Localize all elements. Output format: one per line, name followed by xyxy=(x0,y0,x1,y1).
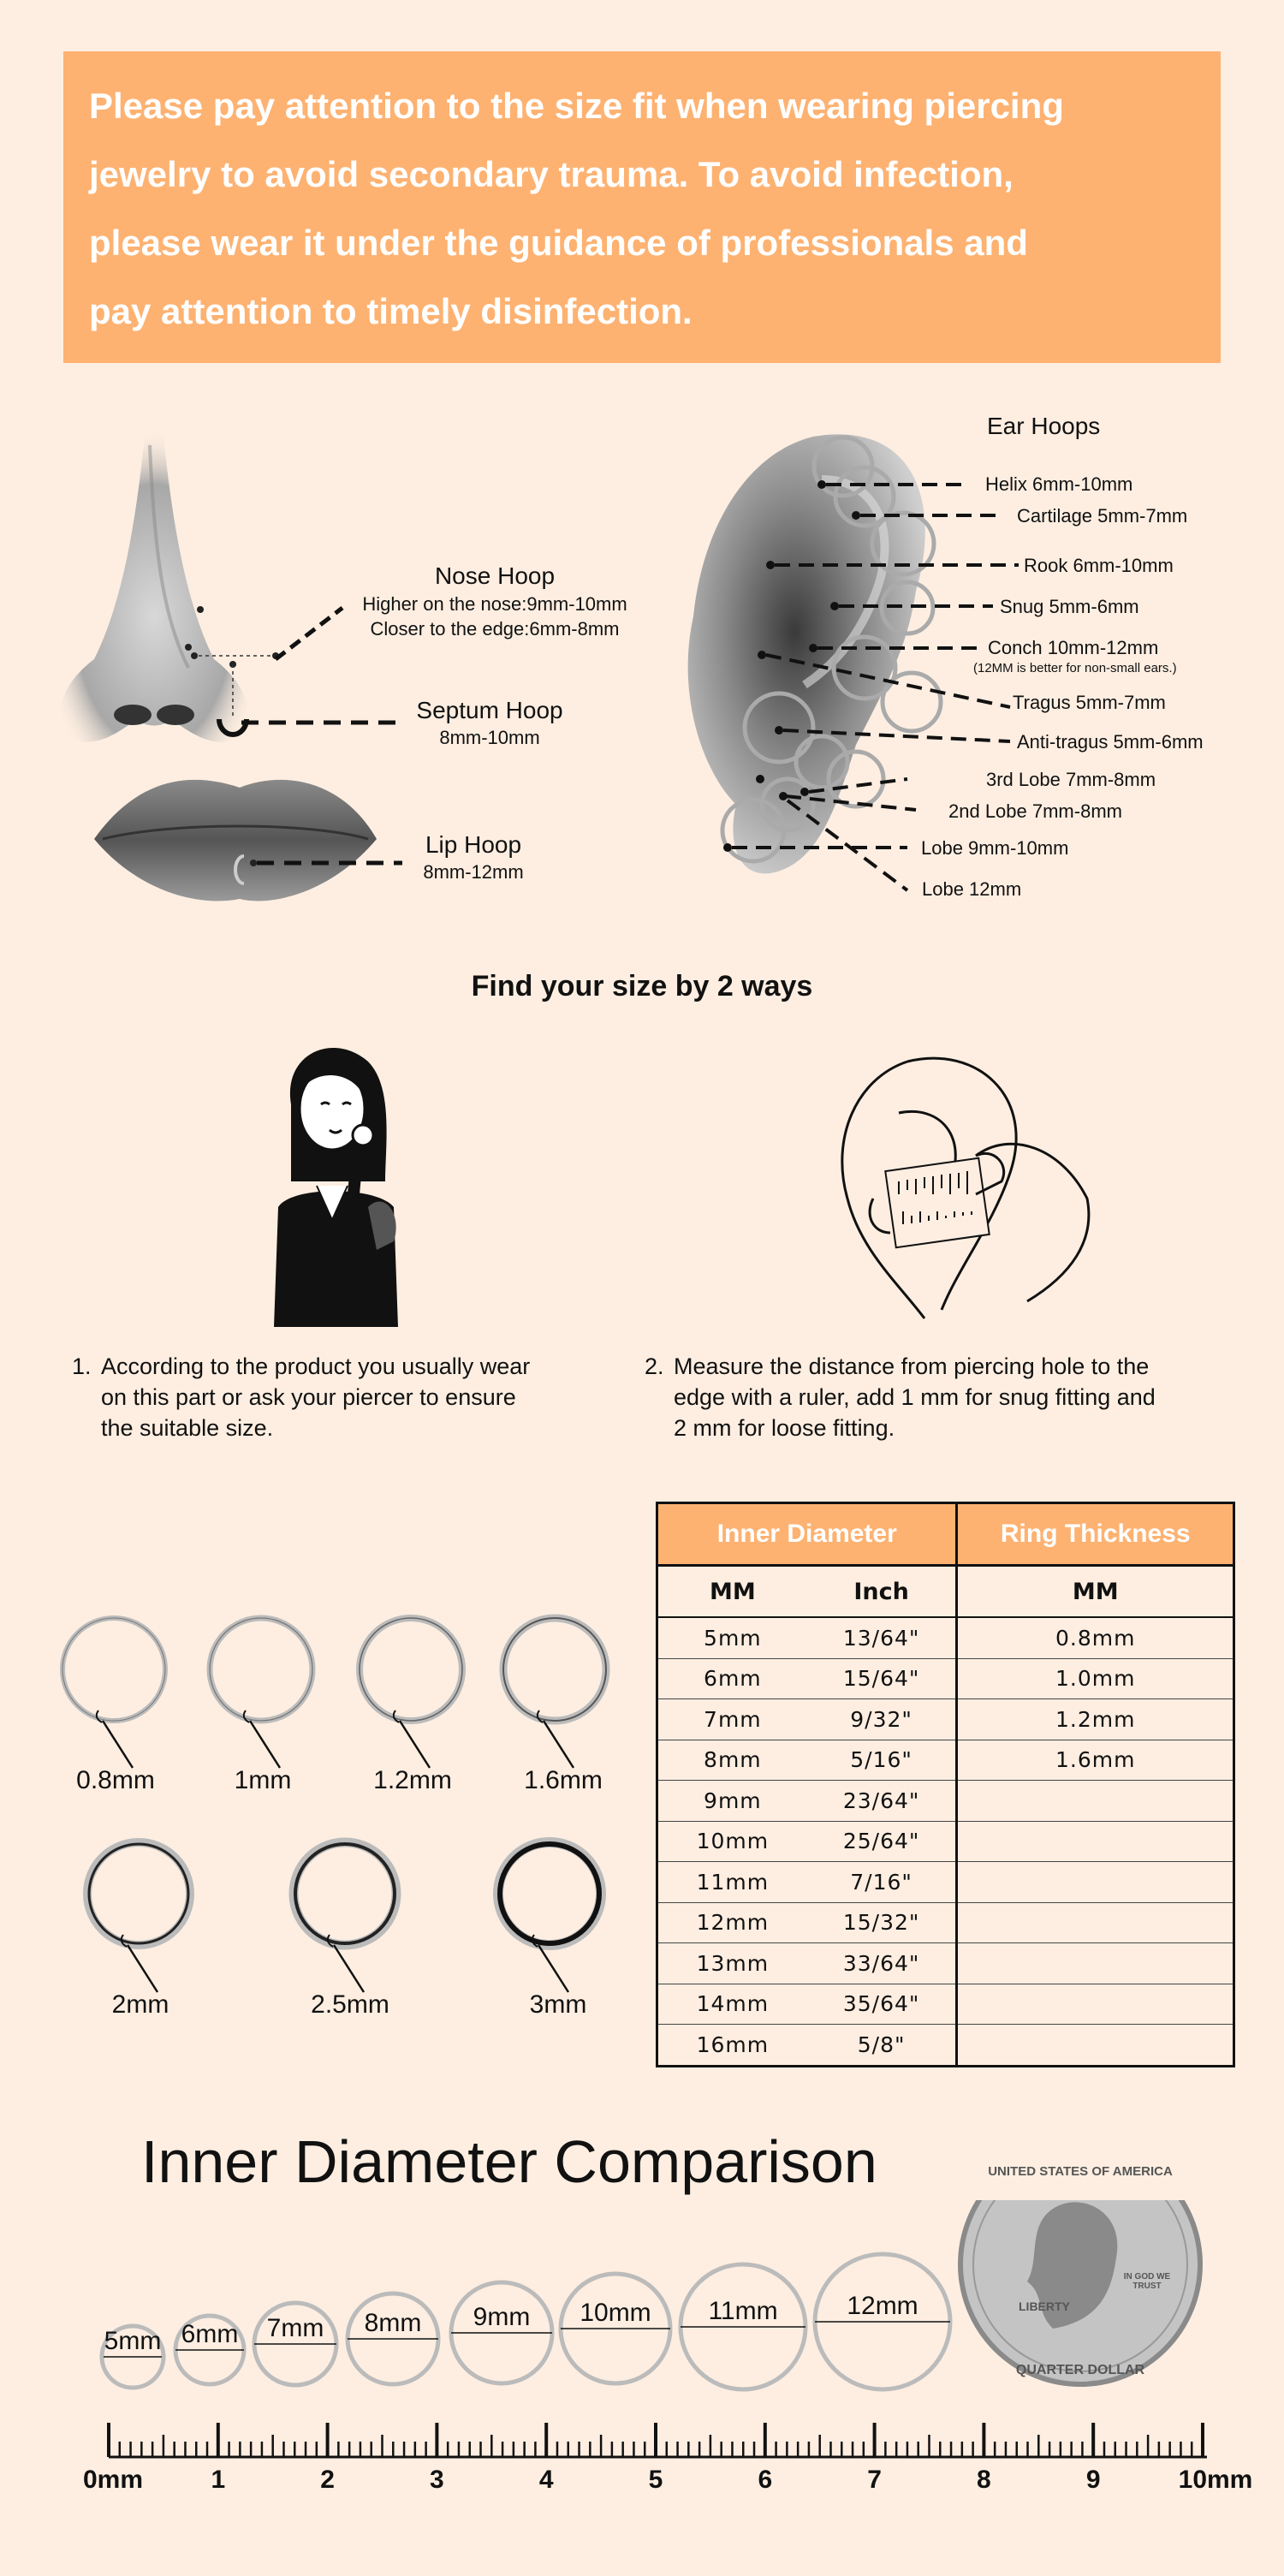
table-cell-thickness xyxy=(957,1943,1234,1984)
table-cell-inch: 9/32" xyxy=(807,1699,957,1740)
ring-1mm xyxy=(210,1618,312,1768)
table-subheader-thickness-mm: MM xyxy=(957,1566,1234,1618)
lip-hoop-title: Lip Hoop xyxy=(425,831,522,858)
size-table xyxy=(656,1502,1235,2067)
table-cell-thickness xyxy=(957,1821,1234,1862)
table-row xyxy=(657,2025,1234,2067)
table-subheader-mm: MM xyxy=(657,1566,807,1618)
table-subheader-inch: Inch xyxy=(807,1566,957,1618)
cmp-label-7mm: 7mm xyxy=(266,2314,324,2342)
cmp-ring-10mm xyxy=(561,2274,670,2383)
ruler-label: 7 xyxy=(867,2466,882,2494)
table-cell-thickness xyxy=(957,1902,1234,1943)
cmp-ring-12mm xyxy=(815,2254,950,2389)
table-header-ring-thickness: Ring Thickness xyxy=(957,1503,1234,1566)
cmp-label-9mm: 9mm xyxy=(473,2303,531,2331)
step-2-line: 2 mm for loose fitting. xyxy=(674,1415,895,1441)
table-cell-mm: 16mm xyxy=(657,2025,807,2067)
table-cell-mm: 12mm xyxy=(657,1902,807,1943)
cmp-label-5mm: 5mm xyxy=(104,2327,162,2355)
step-2-line: Measure the distance from piercing hole to the xyxy=(674,1353,1150,1379)
ring-label-2mm: 2mm xyxy=(111,1990,169,2019)
ring-thickness-illustration xyxy=(51,1592,633,2038)
ruler xyxy=(0,2414,1284,2466)
ring-label-3mm: 3mm xyxy=(529,1990,587,2019)
septum-hoop-title: Septum Hoop xyxy=(416,697,563,723)
woman-illustration xyxy=(257,1036,411,1327)
table-cell-thickness: 1.0mm xyxy=(957,1658,1234,1699)
table-cell-thickness xyxy=(957,1781,1234,1822)
table-cell-thickness xyxy=(957,1984,1234,2025)
ear-label-anti-tragus: Anti-tragus 5mm-6mm xyxy=(1017,731,1204,753)
step-1 xyxy=(72,1351,603,1443)
table-row xyxy=(657,1699,1234,1740)
table-cell-mm: 5mm xyxy=(657,1617,807,1658)
ruler-label: 4 xyxy=(538,2466,554,2494)
table-cell-mm: 14mm xyxy=(657,1984,807,2025)
ruler-label: 6 xyxy=(758,2466,773,2494)
ring-label-2-5mm: 2.5mm xyxy=(311,1990,389,2019)
ruler-label: 1 xyxy=(211,2466,226,2494)
ruler-label: 8 xyxy=(977,2466,991,2494)
table-cell-inch: 35/64" xyxy=(807,1984,957,2025)
ear-label-3rd-lobe: 3rd Lobe 7mm-8mm xyxy=(986,769,1156,790)
ring-3mm xyxy=(498,1842,601,1992)
cmp-ring-8mm xyxy=(348,2293,438,2384)
nose-hoop-size-edge: Closer to the edge:6mm-8mm xyxy=(370,618,620,640)
step-2-number: 2. xyxy=(645,1353,664,1379)
table-header-inner-diameter: Inner Diameter xyxy=(657,1503,957,1566)
table-cell-mm: 7mm xyxy=(657,1699,807,1740)
banner-line: please wear it under the guidance of professionals and xyxy=(89,223,1028,263)
cmp-label-8mm: 8mm xyxy=(364,2309,422,2337)
table-cell-inch: 7/16" xyxy=(807,1862,957,1903)
step-1-line: According to the product you usually wear xyxy=(101,1353,531,1379)
table-cell-inch: 33/64" xyxy=(807,1943,957,1984)
cmp-ring-11mm xyxy=(681,2264,805,2389)
cmp-label-6mm: 6mm xyxy=(181,2320,239,2348)
cmp-label-10mm: 10mm xyxy=(580,2299,651,2327)
ruler-label: 5 xyxy=(648,2466,663,2494)
lip-hoop-size: 8mm-12mm xyxy=(423,861,524,883)
table-cell-mm: 9mm xyxy=(657,1781,807,1822)
ear-label-helix: Helix 6mm-10mm xyxy=(985,473,1133,495)
step-1-line: on this part or ask your piercer to ensure xyxy=(101,1384,516,1410)
ear-label-lobe-12: Lobe 12mm xyxy=(922,878,1022,900)
ear-label-rook: Rook 6mm-10mm xyxy=(1024,555,1174,576)
table-row xyxy=(657,1781,1234,1822)
lips-image xyxy=(94,780,402,901)
table-cell-thickness xyxy=(957,2025,1234,2067)
septum-hoop-size: 8mm-10mm xyxy=(439,727,540,748)
ear-ruler-illustration xyxy=(779,1044,1104,1327)
comparison-title: Inner Diameter Comparison xyxy=(141,2128,877,2195)
table-cell-inch: 23/64" xyxy=(807,1781,957,1822)
table-cell-inch: 5/16" xyxy=(807,1740,957,1781)
nose-hoop-size-high: Higher on the nose:9mm-10mm xyxy=(362,593,627,615)
table-cell-inch: 15/32" xyxy=(807,1902,957,1943)
ring-1-2mm xyxy=(360,1618,462,1768)
coin-text-motto: IN GOD WE TRUST xyxy=(1123,2272,1171,2291)
coin-text-liberty: LIBERTY xyxy=(1019,2299,1070,2313)
table-row xyxy=(657,1984,1234,2025)
ear-label-conch-note: (12MM is better for non-small ears.) xyxy=(973,661,1177,675)
ear-label-tragus: Tragus 5mm-7mm xyxy=(1013,692,1166,713)
cmp-ring-9mm xyxy=(451,2282,552,2383)
face-piercing-illustration xyxy=(0,377,651,925)
table-cell-inch: 15/64" xyxy=(807,1658,957,1699)
coin-text-top: UNITED STATES OF AMERICA xyxy=(988,2164,1173,2179)
ring-label-1-6mm: 1.6mm xyxy=(524,1766,603,1794)
table-row xyxy=(657,1902,1234,1943)
ring-2-5mm xyxy=(294,1842,396,1992)
table-row xyxy=(657,1862,1234,1903)
ring-0-8mm xyxy=(62,1618,165,1768)
table-cell-mm: 6mm xyxy=(657,1658,807,1699)
ear-label-cartilage: Cartilage 5mm-7mm xyxy=(1017,505,1188,527)
table-body xyxy=(657,1617,1234,2066)
ear-label-snug: Snug 5mm-6mm xyxy=(1000,596,1139,617)
ruler-label: 10mm xyxy=(1178,2466,1253,2494)
ring-1-6mm xyxy=(503,1618,606,1768)
table-row xyxy=(657,1821,1234,1862)
banner-line: pay attention to timely disinfection. xyxy=(89,291,693,331)
table-row xyxy=(657,1740,1234,1781)
table-cell-thickness: 0.8mm xyxy=(957,1617,1234,1658)
nose-hoop-title: Nose Hoop xyxy=(434,562,556,589)
ring-label-0-8mm: 0.8mm xyxy=(76,1766,155,1794)
find-size-title: Find your size by 2 ways xyxy=(471,970,813,1002)
table-cell-mm: 8mm xyxy=(657,1740,807,1781)
table-row xyxy=(657,1943,1234,1984)
ruler-label: 2 xyxy=(320,2466,335,2494)
ear-label-lobe-9-10: Lobe 9mm-10mm xyxy=(921,837,1069,859)
step-2-line: edge with a ruler, add 1 mm for snug fitting and xyxy=(674,1384,1156,1410)
table-cell-mm: 11mm xyxy=(657,1862,807,1903)
step-1-line: the suitable size. xyxy=(101,1415,274,1441)
step-2 xyxy=(645,1351,1227,1443)
table-cell-mm: 10mm xyxy=(657,1821,807,1862)
ruler-label: 3 xyxy=(430,2466,444,2494)
ring-label-1mm: 1mm xyxy=(234,1766,292,1794)
ear-label-2nd-lobe: 2nd Lobe 7mm-8mm xyxy=(948,800,1122,822)
table-row xyxy=(657,1617,1234,1658)
step-1-number: 1. xyxy=(72,1353,92,1379)
banner-line: jewelry to avoid secondary trauma. To avoid infection, xyxy=(89,154,1014,194)
ruler-label: 0mm xyxy=(82,2466,144,2494)
ruler-label: 9 xyxy=(1085,2466,1101,2494)
table-cell-inch: 13/64" xyxy=(807,1617,957,1658)
quarter-coin xyxy=(960,2200,1200,2384)
table-cell-thickness xyxy=(957,1862,1234,1903)
banner-line: Please pay attention to the size fit when wearing piercing xyxy=(89,86,1064,126)
table-cell-inch: 5/8" xyxy=(807,2025,957,2067)
nose-image xyxy=(60,428,402,742)
ear-label-conch: Conch 10mm-12mm xyxy=(988,637,1159,658)
ring-2mm xyxy=(87,1842,190,1992)
cmp-label-12mm: 12mm xyxy=(847,2292,918,2320)
warning-banner xyxy=(63,51,1221,363)
table-cell-mm: 13mm xyxy=(657,1943,807,1984)
coin-text-bottom: QUARTER DOLLAR xyxy=(1015,2363,1145,2377)
table-cell-thickness: 1.2mm xyxy=(957,1699,1234,1740)
ear-hoops-title: Ear Hoops xyxy=(987,413,1101,439)
table-cell-thickness: 1.6mm xyxy=(957,1740,1234,1781)
table-row xyxy=(657,1658,1234,1699)
cmp-label-11mm: 11mm xyxy=(708,2297,778,2325)
ring-label-1-2mm: 1.2mm xyxy=(373,1766,452,1794)
table-cell-inch: 25/64" xyxy=(807,1821,957,1862)
